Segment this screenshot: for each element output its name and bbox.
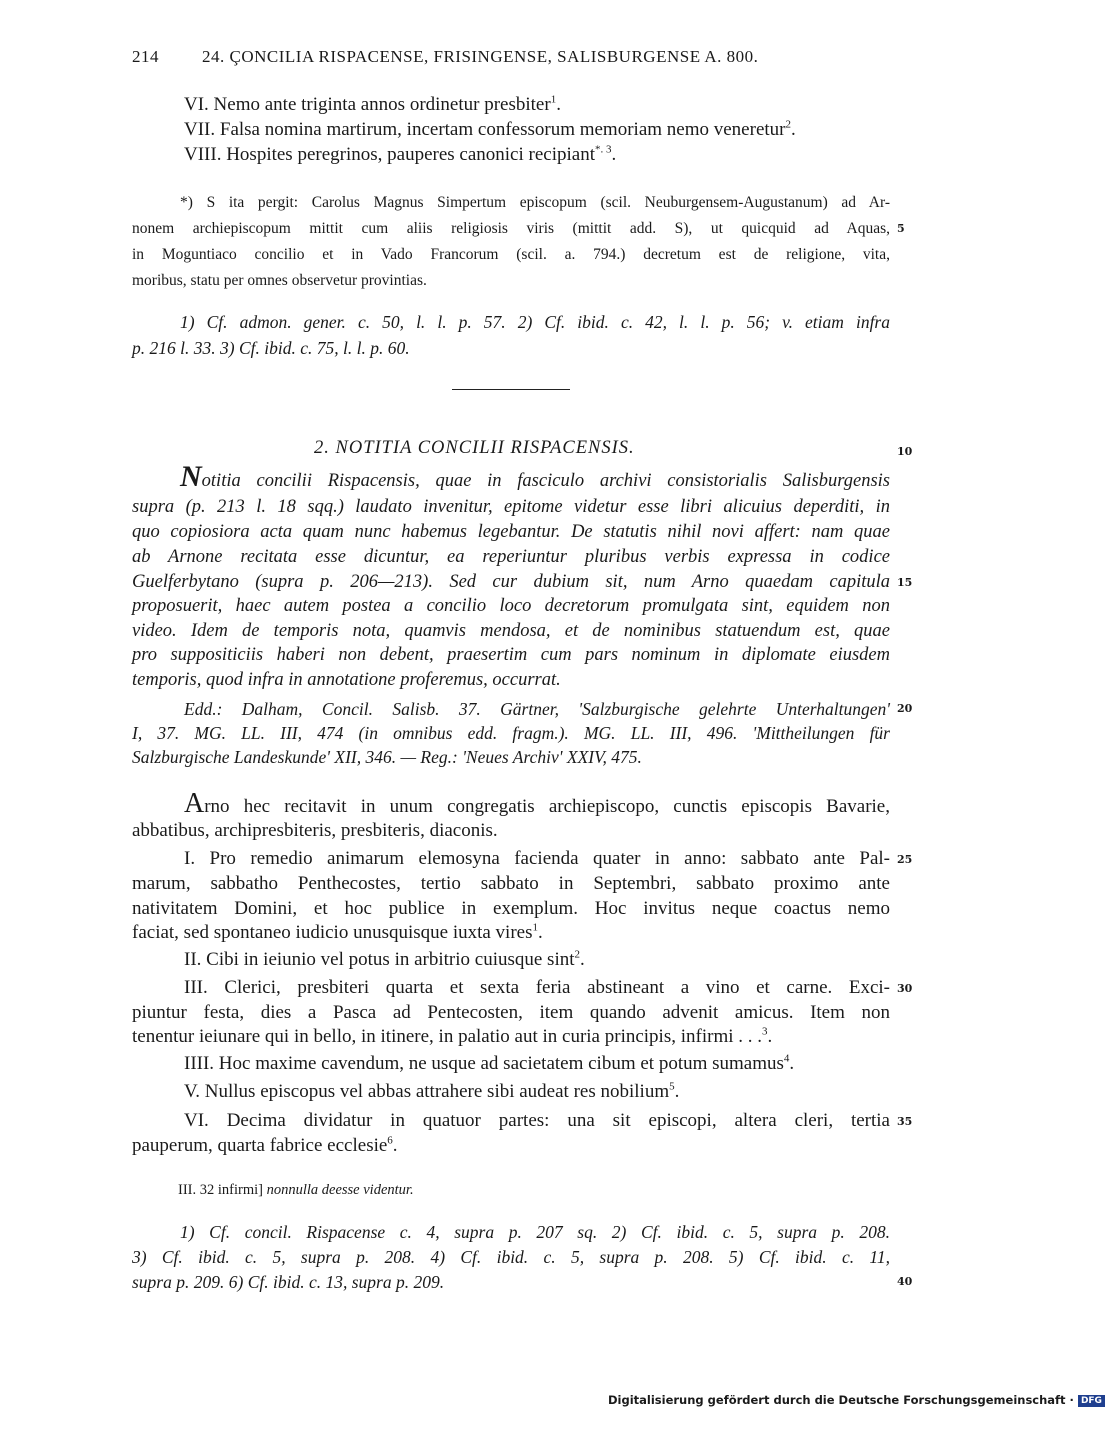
intro-line: Notitia concilii Rispacensis, quae in fasciculo archivi consistorialis Salisburgensis bbox=[180, 460, 890, 493]
intro-line: proposuerit, haec autem postea a concilio loco decretorum promulgata sint, equidem non bbox=[132, 596, 890, 616]
line-number: 15 bbox=[897, 576, 913, 589]
footnote-line: p. 216 l. 33. 3) Cf. ibid. c. 75, l. l. p. 60. bbox=[132, 338, 410, 358]
digitization-footer: Digitalisierung gefördert durch die Deutsche Forschungsgemeinschaft · DFG bbox=[608, 1393, 1105, 1407]
star-note bbox=[132, 190, 890, 294]
intro-line: supra (p. 213 l. 18 sqq.) laudato invenitur, epitome videtur esse libri alicuius deperditi, in bbox=[132, 497, 890, 517]
initial-letter: A bbox=[184, 788, 205, 819]
body-line: Arno hec recitavit in unum congregatis archiepiscopo, cunctis episcopis Bavarie, bbox=[184, 788, 890, 819]
canon-VI: VI. Decima dividatur in quatuor partes: una sit episcopi, altera cleri, tertia bbox=[184, 1110, 890, 1131]
canon-VI: VI. Nemo ante triginta annos ordinetur presbiter$^1$. bbox=[184, 93, 561, 115]
star-note-line: in Moguntiaco concilio et in Vado Francorum (scil. a. 794.) decretum est de religione, vita, bbox=[132, 246, 890, 263]
page-number: 214 bbox=[132, 47, 159, 66]
intro-line: video. Idem de temporis nota, quamvis mendosa, et de nominibus statuendum est, quae bbox=[132, 621, 890, 641]
star-note-line: moribus, statu per omnes observetur provintias. bbox=[132, 272, 427, 289]
canon-III: III. Clerici, presbiteri quarta et sexta feria abstineant a vino et carne. Exci- bbox=[184, 977, 890, 998]
canon-V: V. Nullus episcopus vel abbas attrahere sibi audeat res nobilium$^5$. bbox=[184, 1080, 680, 1102]
star-note-line: *) S ita pergit: Carolus Magnus Simpertum episcopum (scil. Neuburgensem-Augustanum) ad Ar- bbox=[180, 194, 891, 211]
section-divider bbox=[452, 389, 570, 390]
canon-II: II. Cibi in ieiunio vel potus in arbitrio cuiusque sint$^2$. bbox=[184, 948, 585, 970]
canon-I: nativitatem Domini, et hoc publice in exemplum. Hoc invitus neque coactus nemo bbox=[132, 898, 890, 919]
canon-VII: VII. Falsa nomina martirum, incertam confessorum memoriam nemo veneretur$^2$. bbox=[184, 118, 796, 140]
canon-III: tenentur ieiunare qui in bello, in itinere, in palatio aut in curia principis, infirmi . . .$^3$. bbox=[132, 1025, 773, 1047]
canon-VI: pauperum, quarta fabrice ecclesie$^6$. bbox=[132, 1134, 398, 1156]
intro-line: pro suppositiciis haberi non debent, praesertim cum pars nominum in diplomate eiusdem bbox=[132, 645, 890, 665]
footnote-line: 3) Cf. ibid. c. 5, supra p. 208. 4) Cf. ibid. c. 5, supra p. 208. 5) Cf. ibid. c. 11, bbox=[132, 1247, 890, 1267]
intro-line: quo copiosiora acta quam nunc habemus legebantur. De statutis nihil novi affert: nam quae bbox=[132, 522, 890, 542]
canon-III: piuntur festa, dies a Pasca ad Pentecosten, item quando advenit amicus. Item non bbox=[132, 1002, 890, 1023]
line-number: 10 bbox=[897, 445, 913, 458]
footnote-line: supra p. 209. 6) Cf. ibid. c. 13, supra p. 209. bbox=[132, 1272, 445, 1292]
line-number: 30 bbox=[897, 982, 913, 995]
intro-line: Guelferbytano (supra p. 206—213). Sed cur dubium sit, num Arno quaedam capitula bbox=[132, 572, 890, 592]
footnote-line: 1) Cf. admon. gener. c. 50, l. l. p. 57. 2) Cf. ibid. c. 42, l. l. p. 56; v. etiam infra bbox=[180, 312, 890, 332]
running-head bbox=[132, 47, 758, 67]
critical-note: III. 32 infirmi] nonnulla deesse videntur. bbox=[178, 1182, 414, 1198]
line-number: 25 bbox=[897, 853, 913, 866]
editions-line: Salzburgische Landeskunde' XII, 346. — Reg.: 'Neues Archiv' XXIV, 475. bbox=[132, 747, 642, 767]
line-number: 40 bbox=[897, 1275, 913, 1288]
drop-cap: N bbox=[180, 460, 202, 493]
star-note-line: nonem archiepiscopum mittit cum aliis religiosis viris (mittit add. S), ut quicquid ad Aquas, bbox=[132, 220, 890, 237]
line-number: 20 bbox=[897, 702, 913, 715]
canon-IIII: IIII. Hoc maxime cavendum, ne usque ad sacietatem cibum et potum sumamus$^4$. bbox=[184, 1052, 795, 1074]
footnote-line: 1) Cf. concil. Rispacense c. 4, supra p. 207 sq. 2) Cf. ibid. c. 5, supra p. 208. bbox=[180, 1222, 890, 1242]
dfg-logo-icon: DFG bbox=[1078, 1395, 1105, 1407]
intro-line: ab Arnone recitata esse dicuntur, ea reperiuntur pluribus verbis expressa in codice bbox=[132, 547, 890, 567]
canon-I: marum, sabbatho Penthecostes, tertio sabbato in Septembri, sabbato proximo ante bbox=[132, 873, 890, 894]
line-number: 5 bbox=[897, 222, 905, 235]
running-title: 24. ÇONCILIA RISPACENSE, FRISINGENSE, SALISBURGENSE A. 800. bbox=[202, 47, 759, 66]
canon-VIII: VIII. Hospites peregrinos, pauperes canonici recipiant$^{*. 3}$. bbox=[184, 143, 617, 165]
line-number: 35 bbox=[897, 1115, 913, 1128]
canon-I: I. Pro remedio animarum elemosyna facienda quater in anno: sabbato ante Pal- bbox=[184, 848, 890, 869]
editions-line: Edd.: Dalham, Concil. Salisb. 37. Gärtner, 'Salzburgische gelehrte Unterhaltungen' bbox=[184, 699, 890, 719]
editions-line: I, 37. MG. LL. III, 474 (in omnibus edd. fragm.). MG. LL. III, 496. 'Mittheilungen für bbox=[132, 723, 890, 743]
section-title: 2. NOTITIA CONCILII RISPACENSIS. bbox=[314, 438, 635, 458]
intro-line: temporis, quod infra in annotatione proferemus, occurrat. bbox=[132, 670, 561, 690]
body-line: abbatibus, archipresbiteris, presbiteris, diaconis. bbox=[132, 820, 498, 841]
canon-I: faciat, sed spontaneo iudicio unusquisque iuxta vires$^1$. bbox=[132, 921, 543, 943]
